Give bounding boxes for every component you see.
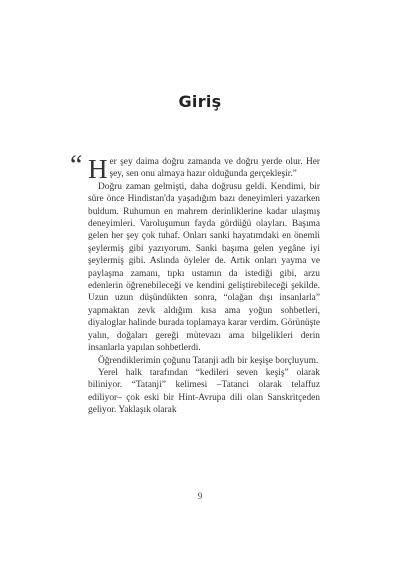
drop-cap: H xyxy=(88,154,108,184)
page-number: 9 xyxy=(197,491,203,501)
paragraph: Doğru zaman gelmişti, daha doğrusu geldi. Kendimi, bir süre önce Hindistan'da yaşadığım bazı deneyimleri yazarken buldum. Ruhumun en mahrem derinliklerine kadar ulaşmış deneyimleri. Varoluşumun fayda gördüğü olayları. Başıma gelen her şey çok tuhaf. Onları sanki hayatımdaki en önemli şeylermiş gibi yazıyorum. Sanki başıma gelen yegâne iyi şeylermiş gibi. Aslında öyleler de. Artık onları yayma ve paylaşma zamanı, tıpkı ustamın da istediği gibi, arzu edenlerin öğrenebileceği ve kendini geliştirebileceği şekilde. Uzun uzun düşündükten sonra, “olağan dışı insanlarla” yapmaktan zevk aldığım kısa ama yoğun sohbetleri, diyaloglar halinde burada toplamaya karar verdim. Görünüşte yalın, doğaları gereği mütevazı ama bilgelikleri derin insanlarla yapılan sohbetlerdi. xyxy=(88,181,320,354)
opening-paragraph xyxy=(70,150,320,184)
opening-quote-mark: “ xyxy=(70,150,83,181)
paragraph: Yerel halk tarafından “kedileri seven keşiş” olarak biliniyor. “Tatanji” kelimesi –Tatanci olarak telaffuz ediliyor– çok eski bir Hint-Avrupa dili olan Sanskritçeden geliyor. Yaklaşık olarak xyxy=(88,367,320,416)
chapter-title: Giriş xyxy=(178,92,222,111)
chapter-body xyxy=(70,150,320,417)
paragraph-text: er şey daima doğru zamanda ve doğru yerde olur. Her şey, sen onu almaya hazır olduğunda gerçekleşir.” xyxy=(109,157,320,180)
paragraph: Öğrendiklerimin çoğunu Tatanji adlı bir keşişe borçluyum. xyxy=(98,355,319,366)
